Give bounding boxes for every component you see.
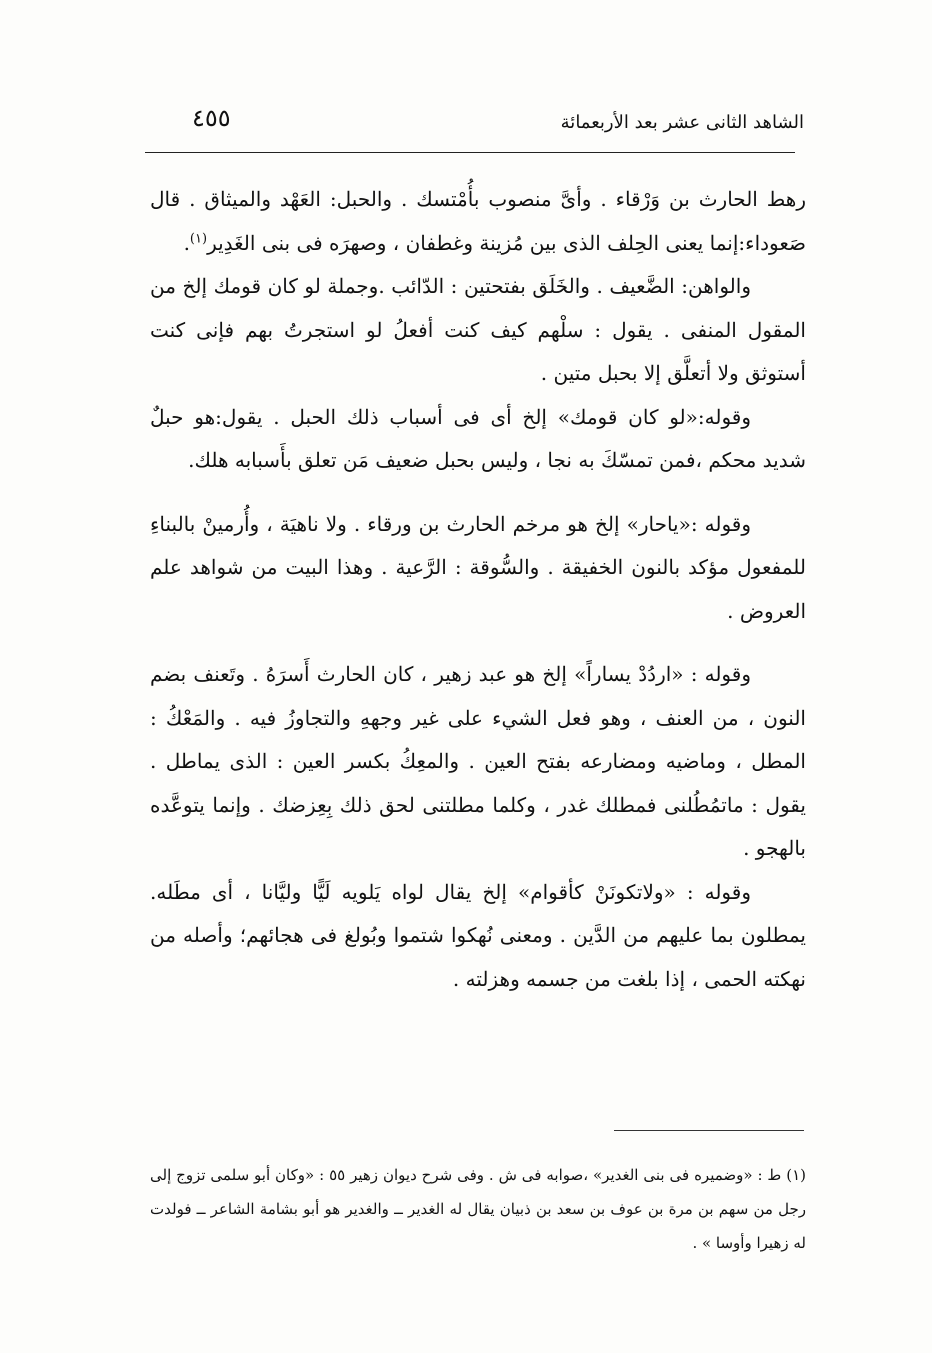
footnote-divider	[614, 1130, 804, 1131]
paragraph-5: وقوله : «اردُدْ يساراً» إلخ هو عبد زهير ، كان الحارث أَسرَهُ . وتَعنف بضم النون ، من العنف ، وهو فعل الشيء على غير وجههِ والتجاوزُ فيه . والمَعْكُ : المطل ، وماضيه ومضارعه بفتح العين . والمعِكُ بكسر العين : الذى يماطل . يقول : ماتمُطُلنى فمطلك غدر ، وكلما مطلتنى لحق ذلك بِعِزضك . وإنما يتوعَّده بالهجو .	[150, 662, 806, 860]
footnote-1: (١) ط : «وضميره فى بنى الغدير» ،صوابه فى ش . وفى شرح ديوان زهير ٥٥ : «وكان أبو سلمى تزوج إلى رجل من سهم بن مرة بن عوف بن سعد بن ذبيان يقال له الغدير ــ والغدير هو أبو بشامة الشاعر ــ فولدت له زهيرا وأوسا » .	[150, 1166, 806, 1252]
paragraph-4: وقوله :«ياحار» إلخ هو مرخم الحارث بن ورقاء . ولا ناهيَة ، وأُرمينْ بالبناءِ للمفعول مؤكد بالنون الخفيقة . والسُّوقة : الرَّعية . وهذا البيت من شواهد علم العروض .	[150, 511, 806, 623]
running-title: الشاهد الثانى عشر بعد الأربعمائة	[560, 112, 804, 133]
footnotes	[150, 1158, 806, 1260]
page-number: ٤٥٥	[192, 104, 231, 132]
paragraph-1	[150, 178, 806, 265]
footnote-reference[interactable]: (١)	[189, 230, 208, 246]
paragraph-3: وقوله:«لو كان قومك» إلخ أى فى أسباب ذلك الحبل . يقول:هو حبلٌ شديد محكم ،فمن تمسّكَ به نجا ، وليس بحبل ضعيف مَن تعلق بأَسبابه هلك.	[150, 404, 806, 472]
main-text	[150, 178, 806, 1001]
paragraph-2: والواهن: الضَّعيف . والخَلَق بفتحتين : الدّائب .وجملة لو كان قومك إلخ من المقول المنفى . يقول : سلْهم كيف كنت أفعلُ لو استجرتُ بهم فإنى كنت أستوثق ولا أتعلَّق إلا بحبل متين .	[150, 274, 806, 385]
paragraph-1-end: .	[183, 230, 190, 255]
paragraph-6: وقوله : «ولاتكونَنْ كأقوام» إلخ يقال لواه يَلويه لَيًّا وليَّانا ، أى مطَله. يمطلون بما عليهم من الدَّين . ومعنى نُهكوا شتموا وبُولغ فى هجائهم؛ وأصله من نهكته الحمى ، إذا بلغت من جسمه وهزلته .	[150, 879, 807, 991]
paragraph-1-text: رهط الحارث بن وَرْقاء . وأىَّ منصوب بأُمْتسك . والحبل: العَهْد والميثاق . قال صَعوداء:إنما يعنى الحِلف الذى بين مُزينة وغطفان ، وصهرَه فى بنى الغَدِير	[150, 187, 806, 255]
header-divider	[145, 152, 795, 153]
